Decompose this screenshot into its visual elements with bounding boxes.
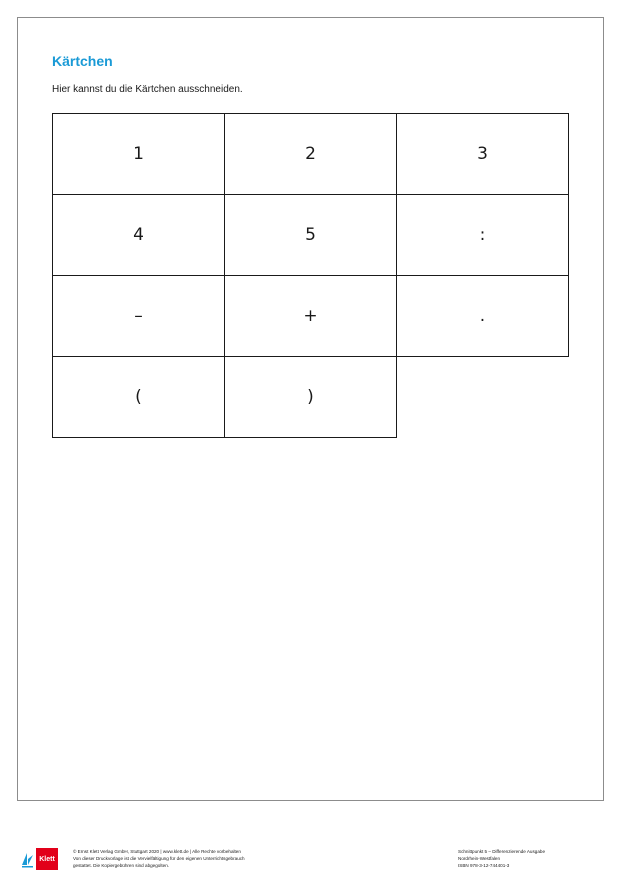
card-colon[interactable]: :: [396, 194, 569, 276]
footer-copyright-line: Von dieser Druckvorlage ist die Vervielfältigung für den eigenen Unterrichtsgebrauch: [73, 856, 245, 861]
page-title: Kärtchen: [52, 53, 113, 69]
footer-book-info: [458, 848, 598, 869]
footer-isbn: ISBN 978-3-12-744401-3: [458, 863, 510, 868]
card-4[interactable]: 4: [52, 194, 225, 276]
card-plus[interactable]: +: [224, 275, 397, 357]
card-minus[interactable]: –: [52, 275, 225, 357]
footer-copyright-line: gestattet. Die Kopiergebühren sind abgegolten.: [73, 863, 170, 868]
footer-book-title: Schnittpunkt 5 – Differenzierende Ausgabe: [458, 849, 546, 854]
instruction-text: Hier kannst du die Kärtchen ausschneiden.: [52, 84, 243, 95]
card-1[interactable]: 1: [52, 113, 225, 195]
card-5[interactable]: 5: [224, 194, 397, 276]
card-3[interactable]: 3: [396, 113, 569, 195]
card-close-paren[interactable]: ): [224, 356, 397, 438]
klett-logo-icon: [19, 848, 36, 870]
card-open-paren[interactable]: (: [52, 356, 225, 438]
footer-copyright-line: © Ernst Klett Verlag GmbH, Stuttgart 2020 | www.klett.de | Alle Rechte vorbehalten: [73, 849, 241, 854]
card-dot[interactable]: .: [396, 275, 569, 357]
klett-logo-word: Klett: [36, 848, 58, 870]
footer-copyright: [73, 848, 313, 869]
klett-logo: [19, 848, 58, 870]
footer-book-region: Nordrhein-Westfalen: [458, 856, 501, 861]
card-2[interactable]: 2: [224, 113, 397, 195]
